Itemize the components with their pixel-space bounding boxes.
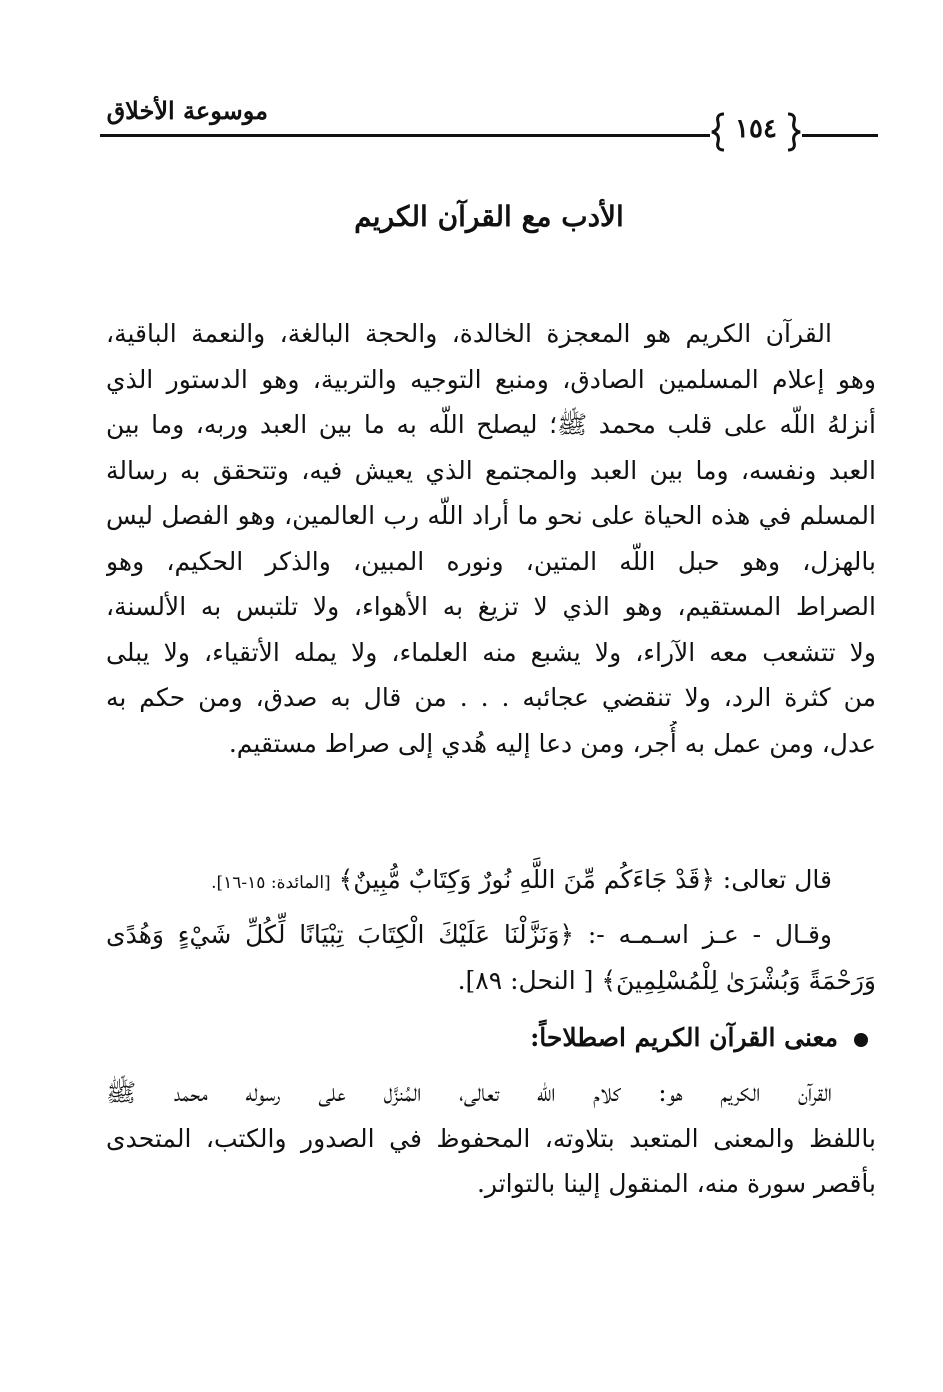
text-line: من كثرة الرد، ولا تنقضي عجائبه . . . من قال به صدق، ومن حكم به xyxy=(106,683,876,712)
quote-reference: [المائدة: ١٥-١٦]. xyxy=(211,873,331,893)
paragraph-definition xyxy=(106,1070,876,1207)
page-number-frame xyxy=(710,110,802,154)
text-line: القرآن الكريم هو: كلام اللّه تعالى، المُنزَّل على رسوله محمد ﷺ xyxy=(106,1078,832,1107)
quote-line xyxy=(106,857,876,907)
text-line: ولا تتشعب معه الآراء، ولا يشبع منه العلماء، ولا يمله الأتقياء، ولا يبلى xyxy=(106,637,876,667)
subheading xyxy=(106,1023,876,1052)
paragraph-intro xyxy=(106,311,876,766)
section-title: الأدب مع القرآن الكريم xyxy=(354,200,624,233)
text-line: باللفظ والمعنى المتعبد بتلاوته، المحفوظ في الصدور والكتب، المتحدى xyxy=(106,1123,876,1153)
text-line: الصراط المستقيم، وهو الذي لا تزيغ به الأهواء، ولا تلتبس به الألسنة، xyxy=(106,592,876,621)
page-header xyxy=(100,92,878,152)
quote-line: وَرَحْمَةً وَبُشْرَىٰ لِلْمُسْلِمِينَ﴾ [ النحل: ٨٩]. xyxy=(457,965,876,995)
page-number: ١٥٤ xyxy=(735,114,777,144)
text-line: العبد ونفسه، وما بين العبد والمجتمع الذي يعيش فيه، وتتحقق به رسالة xyxy=(106,455,876,485)
text-line: وهو إعلام المسلمين الصادق، ومنبع التوجيه والتربية، وهو الدستور الذي xyxy=(106,364,876,394)
quote-nahl xyxy=(106,912,876,1003)
text-line: المسلم في هذه الحياة على نحو ما أراد اللّه رب العالمين، وهو الفصل ليس xyxy=(106,501,876,530)
quote-maidah xyxy=(106,857,876,907)
text-line: أنزلهُ اللّه على قلب محمد ﷺ؛ ليصلح اللّه به ما بين العبد وربه، وما بين xyxy=(106,410,876,439)
subheading-text: معنى القرآن الكريم اصطلاحاً: xyxy=(530,1023,838,1052)
text-line: بأقصر سورة منه، المنقول إلينا بالتواتر. xyxy=(476,1169,876,1198)
quote-text: قال تعالى: ﴿قَدْ جَاءَكُم مِّنَ اللَّهِ نُورٌ وَكِتَابٌ مُّبِينٌ﴾ xyxy=(338,865,832,894)
bullet-icon xyxy=(854,1033,868,1047)
text-line: عدل، ومن عمل به أُجر، ومن دعا إليه هُدي إلى صراط مستقيم. xyxy=(228,728,876,758)
text-line: بالهزل، وهو حبل اللّه المتين، ونوره المبين، والذكر الحكيم، وهو xyxy=(106,546,876,576)
text-line: القرآن الكريم هو المعجزة الخالدة، والحجة البالغة، والنعمة الباقية، xyxy=(106,319,832,348)
quote-line: وقـال - عـز اسـمـه -: ﴿وَنَزَّلْنَا عَلَيْكَ الْكِتَابَ تِبْيَانًا لِّكُلِّ شَيْءٍ وَهُدًى xyxy=(106,920,832,949)
running-title: موسوعة الأخلاق xyxy=(106,96,268,125)
